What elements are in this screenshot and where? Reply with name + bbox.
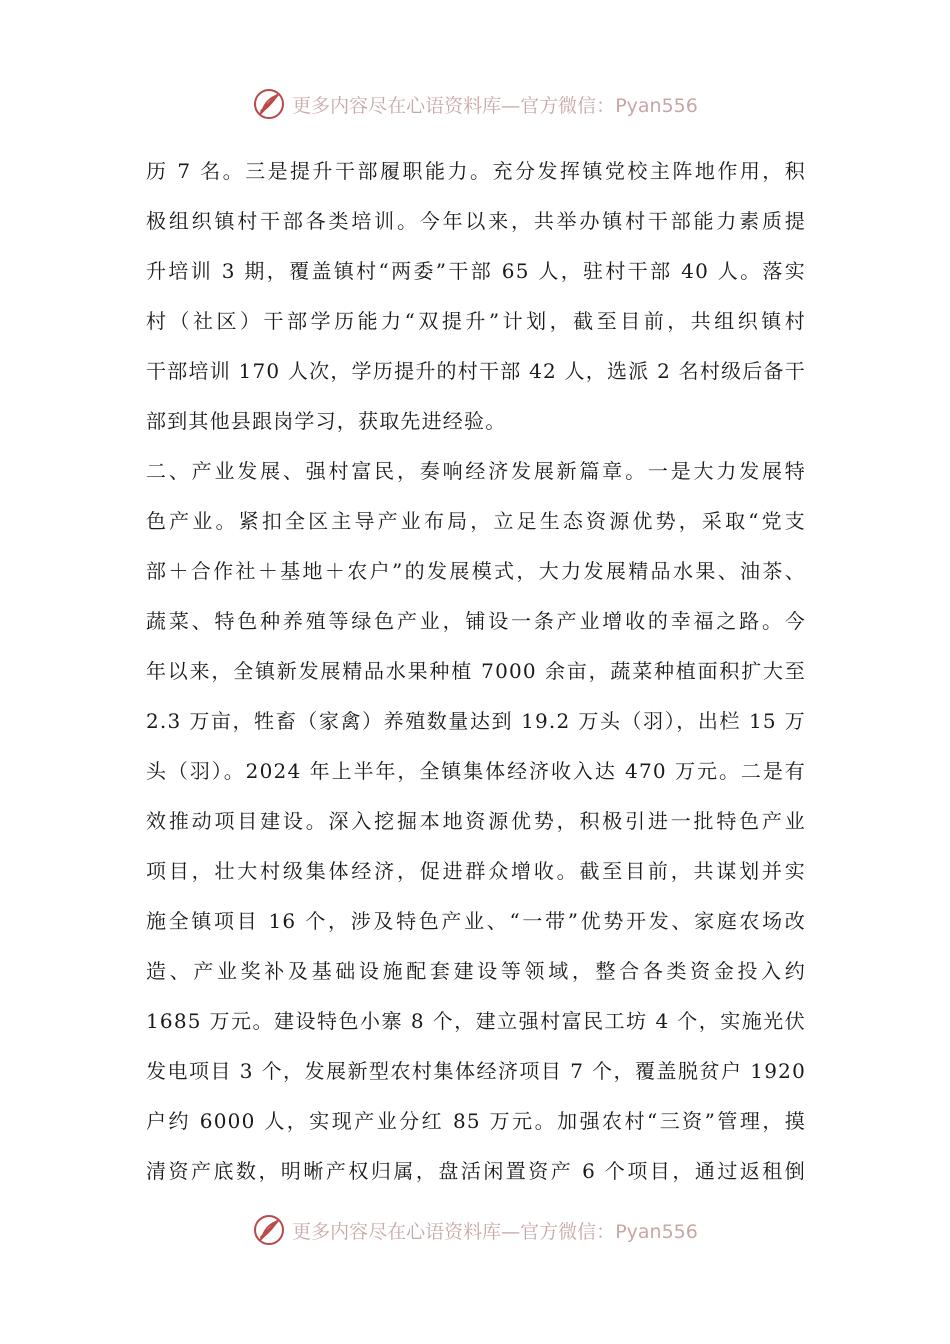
text-line: 项目，壮大村级集体经济，促进群众增收。截至目前，共谋划并实 — [146, 859, 806, 883]
footer-brand-text — [292, 1217, 698, 1244]
header-wechat-id: Pyan556 — [615, 94, 698, 117]
text-line: 造、产业奖补及基础设施配套建设等领域，整合各类资金投入约 — [146, 959, 806, 983]
header-brand: 更多内容尽在心语资料库 — [292, 94, 502, 117]
text-line: 干部培训 170 人次，学历提升的村干部 42 人，选派 2 名村级后备干 — [146, 359, 806, 383]
page-footer-banner — [0, 1210, 950, 1250]
footer-watermark — [252, 1213, 698, 1247]
text-line: 色产业。紧扣全区主导产业布局，立足生态资源优势，采取“党支 — [146, 509, 806, 533]
page-header-banner — [0, 84, 950, 124]
document-body — [146, 146, 806, 1196]
footer-dash: — — [501, 1220, 521, 1243]
text-line: 部＋合作社＋基地＋农户”的发展模式，大力发展精品水果、油茶、 — [146, 559, 806, 583]
text-line: 施全镇项目 16 个，涉及特色产业、“一带”优势开发、家庭农场改 — [146, 909, 806, 933]
text-line: 清资产底数，明晰产权归属，盘活闲置资产 6 个项目，通过返租倒 — [146, 1159, 806, 1183]
text-line: 部到其他县跟岗学习，获取先进经验。 — [146, 409, 507, 433]
text-line: 升培训 3 期，覆盖镇村“两委”干部 65 人，驻村干部 40 人。落实 — [146, 259, 806, 283]
text-line: 发电项目 3 个，发展新型农村集体经济项目 7 个，覆盖脱贫户 1920 — [146, 1059, 806, 1083]
text-line: 二、产业发展、强村富民，奏响经济发展新篇章。一是大力发展特 — [146, 459, 806, 483]
text-line: 1685 万元。建设特色小寨 8 个，建立强村富民工坊 4 个，实施光伏 — [146, 1009, 806, 1033]
header-wechat-label: 官方微信： — [520, 94, 616, 117]
quill-logo-icon — [252, 1213, 286, 1247]
text-line: 蔬菜、特色种养殖等绿色产业，铺设一条产业增收的幸福之路。今 — [146, 609, 806, 633]
header-dash: — — [501, 94, 521, 117]
quill-logo-icon — [252, 87, 286, 121]
text-line: 头（羽）。2024 年上半年，全镇集体经济收入达 470 万元。二是有 — [146, 759, 806, 783]
text-line: 年以来，全镇新发展精品水果种植 7000 余亩，蔬菜种植面积扩大至 — [146, 659, 806, 683]
text-line: 历 7 名。三是提升干部履职能力。充分发挥镇党校主阵地作用，积 — [146, 159, 806, 183]
footer-wechat-label: 官方微信： — [520, 1220, 616, 1243]
text-line: 效推动项目建设。深入挖掘本地资源优势，积极引进一批特色产业 — [146, 809, 806, 833]
footer-wechat-id: Pyan556 — [615, 1220, 698, 1243]
header-brand-text — [292, 91, 698, 118]
text-line: 户约 6000 人，实现产业分红 85 万元。加强农村“三资”管理，摸 — [146, 1109, 806, 1133]
text-line: 村（社区）干部学历能力“双提升”计划，截至目前，共组织镇村 — [146, 309, 806, 333]
text-line: 2.3 万亩，牲畜（家禽）养殖数量达到 19.2 万头（羽），出栏 15 万 — [146, 709, 806, 733]
footer-brand: 更多内容尽在心语资料库 — [292, 1220, 502, 1243]
header-watermark — [252, 87, 698, 121]
text-line: 极组织镇村干部各类培训。今年以来，共举办镇村干部能力素质提 — [146, 209, 806, 233]
